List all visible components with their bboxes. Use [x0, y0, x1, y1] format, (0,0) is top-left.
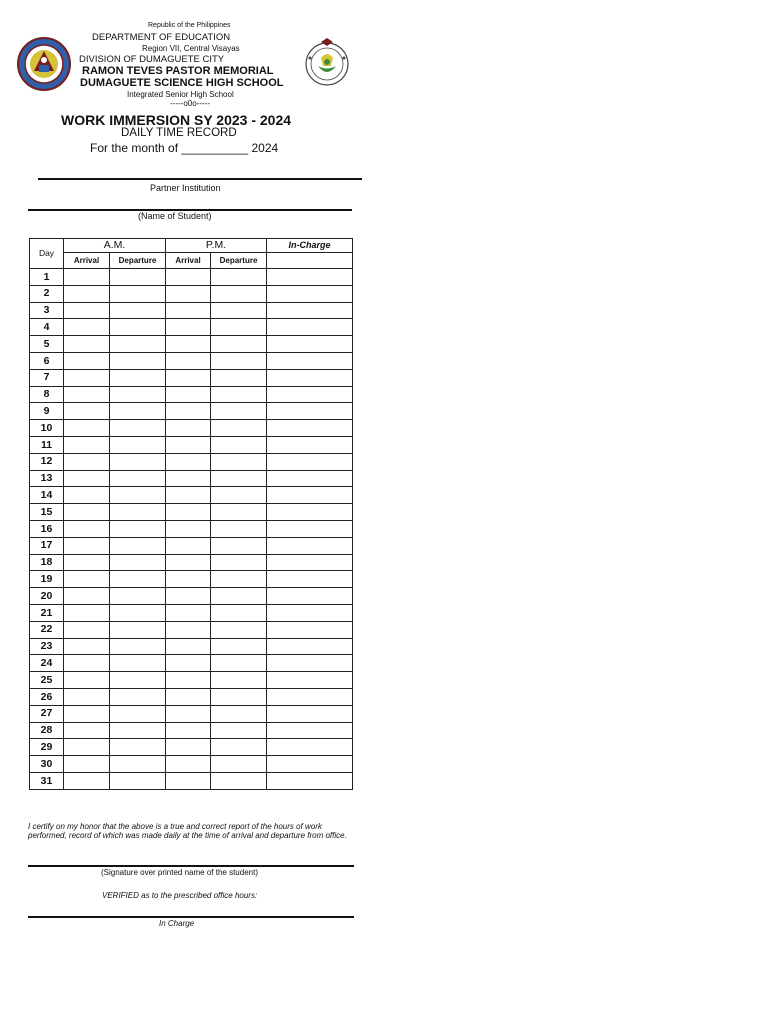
- table-row: [30, 688, 353, 705]
- table-row: [30, 369, 353, 386]
- pm-arrival-cell[interactable]: [166, 655, 211, 672]
- table-row: [30, 705, 353, 722]
- partner-institution-label: Partner Institution: [150, 183, 221, 193]
- am-departure-cell[interactable]: [110, 739, 166, 756]
- pm-arrival-cell[interactable]: [166, 520, 211, 537]
- pm-departure-cell[interactable]: [211, 739, 267, 756]
- student-signature-label: (Signature over printed name of the student): [101, 868, 258, 877]
- am-departure-cell[interactable]: [110, 285, 166, 302]
- republic-text: Republic of the Philippines: [148, 22, 231, 29]
- student-signature-line[interactable]: [28, 865, 354, 867]
- incharge-cell[interactable]: [267, 688, 353, 705]
- month-prefix: For the month of: [90, 141, 179, 155]
- pm-departure-cell[interactable]: [211, 487, 267, 504]
- am-departure-cell[interactable]: [110, 470, 166, 487]
- day-header: Day: [30, 239, 64, 269]
- am-arrival-cell[interactable]: [64, 319, 110, 336]
- pm-arrival-cell[interactable]: [166, 403, 211, 420]
- am-arrival-cell[interactable]: [64, 772, 110, 789]
- pm-departure-cell[interactable]: [211, 403, 267, 420]
- pm-departure-cell[interactable]: [211, 688, 267, 705]
- day-number: 3: [30, 302, 64, 319]
- month-blank[interactable]: __________: [181, 141, 249, 155]
- day-number: 7: [30, 369, 64, 386]
- day-number: 22: [30, 621, 64, 638]
- pm-arrival-cell[interactable]: [166, 756, 211, 773]
- am-arrival-cell[interactable]: [64, 520, 110, 537]
- am-departure-cell[interactable]: [110, 571, 166, 588]
- incharge-cell[interactable]: [267, 403, 353, 420]
- table-row: [30, 554, 353, 571]
- am-departure-cell[interactable]: [110, 537, 166, 554]
- am-arrival-cell[interactable]: [64, 470, 110, 487]
- day-number: 19: [30, 571, 64, 588]
- table-row: [30, 319, 353, 336]
- pm-arrival-cell[interactable]: [166, 386, 211, 403]
- day-number: 30: [30, 756, 64, 773]
- incharge-cell[interactable]: [267, 453, 353, 470]
- table-row: [30, 722, 353, 739]
- pm-departure-cell[interactable]: [211, 588, 267, 605]
- am-arrival-cell[interactable]: [64, 655, 110, 672]
- incharge-cell[interactable]: [267, 386, 353, 403]
- am-departure-cell[interactable]: [110, 386, 166, 403]
- incharge-cell[interactable]: [267, 638, 353, 655]
- incharge-cell[interactable]: [267, 269, 353, 286]
- am-arrival-cell[interactable]: [64, 588, 110, 605]
- in-charge-label: In Charge: [159, 919, 195, 928]
- am-arrival-cell[interactable]: [64, 420, 110, 437]
- incharge-cell[interactable]: [267, 520, 353, 537]
- division-text: DIVISION OF DUMAGUETE CITY: [79, 54, 225, 65]
- pm-departure-cell[interactable]: [211, 285, 267, 302]
- am-arrival-cell[interactable]: [64, 621, 110, 638]
- table-row: [30, 672, 353, 689]
- pm-arrival-cell[interactable]: [166, 672, 211, 689]
- am-arrival-cell[interactable]: [64, 487, 110, 504]
- deped-division-seal: [17, 37, 71, 91]
- day-number: 28: [30, 722, 64, 739]
- am-departure-cell[interactable]: [110, 655, 166, 672]
- pm-arrival-cell[interactable]: [166, 621, 211, 638]
- partner-institution-line[interactable]: [38, 178, 362, 180]
- pm-arrival-cell[interactable]: [166, 420, 211, 437]
- am-arrival-cell[interactable]: [64, 269, 110, 286]
- am-arrival-cell[interactable]: [64, 453, 110, 470]
- table-row: [30, 403, 353, 420]
- pm-arrival-cell[interactable]: [166, 453, 211, 470]
- day-number: 31: [30, 772, 64, 789]
- am-departure-cell[interactable]: [110, 403, 166, 420]
- am-arrival-cell[interactable]: [64, 436, 110, 453]
- pm-header: P.M.: [166, 239, 267, 253]
- incharge-cell[interactable]: [267, 705, 353, 722]
- day-number: 12: [30, 453, 64, 470]
- am-departure-cell[interactable]: [110, 269, 166, 286]
- incharge-cell[interactable]: [267, 621, 353, 638]
- am-departure-cell[interactable]: [110, 352, 166, 369]
- pm-departure-cell[interactable]: [211, 352, 267, 369]
- table-row: [30, 537, 353, 554]
- table-row: [30, 621, 353, 638]
- am-departure-cell[interactable]: [110, 369, 166, 386]
- am-arrival-cell[interactable]: [64, 571, 110, 588]
- pm-departure-cell[interactable]: [211, 319, 267, 336]
- incharge-cell[interactable]: [267, 537, 353, 554]
- incharge-cell[interactable]: [267, 772, 353, 789]
- pm-arrival-cell[interactable]: [166, 554, 211, 571]
- incharge-cell[interactable]: [267, 352, 353, 369]
- pm-departure-cell[interactable]: [211, 470, 267, 487]
- pm-arrival-cell[interactable]: [166, 319, 211, 336]
- pm-departure-cell[interactable]: [211, 604, 267, 621]
- am-departure-cell[interactable]: [110, 722, 166, 739]
- am-departure-cell[interactable]: [110, 604, 166, 621]
- table-row: [30, 386, 353, 403]
- day-number: 5: [30, 336, 64, 353]
- day-number: 26: [30, 688, 64, 705]
- am-departure-cell[interactable]: [110, 504, 166, 521]
- pm-departure-cell[interactable]: [211, 420, 267, 437]
- am-arrival-cell[interactable]: [64, 352, 110, 369]
- incharge-cell[interactable]: [267, 604, 353, 621]
- am-departure-cell[interactable]: [110, 336, 166, 353]
- day-number: 11: [30, 436, 64, 453]
- am-arrival-cell[interactable]: [64, 369, 110, 386]
- table-row: [30, 520, 353, 537]
- pm-arrival-cell[interactable]: [166, 688, 211, 705]
- table-row: [30, 504, 353, 521]
- incharge-cell[interactable]: [267, 487, 353, 504]
- pm-arrival-cell[interactable]: [166, 571, 211, 588]
- table-row: [30, 436, 353, 453]
- incharge-cell[interactable]: [267, 470, 353, 487]
- pm-arrival-header: Arrival: [166, 253, 211, 269]
- am-departure-cell[interactable]: [110, 554, 166, 571]
- pm-arrival-cell[interactable]: [166, 487, 211, 504]
- am-arrival-cell[interactable]: [64, 722, 110, 739]
- school-type-text: Integrated Senior High School: [127, 90, 234, 99]
- am-arrival-cell[interactable]: [64, 504, 110, 521]
- am-departure-cell[interactable]: [110, 756, 166, 773]
- am-departure-cell[interactable]: [110, 705, 166, 722]
- am-departure-cell[interactable]: [110, 638, 166, 655]
- table-row: [30, 772, 353, 789]
- pm-departure-cell[interactable]: [211, 504, 267, 521]
- pm-arrival-cell[interactable]: [166, 722, 211, 739]
- pm-arrival-cell[interactable]: [166, 772, 211, 789]
- am-arrival-cell[interactable]: [64, 604, 110, 621]
- pm-arrival-cell[interactable]: [166, 470, 211, 487]
- pm-departure-cell[interactable]: [211, 386, 267, 403]
- day-number: 8: [30, 386, 64, 403]
- pm-arrival-cell[interactable]: [166, 285, 211, 302]
- am-arrival-cell[interactable]: [64, 756, 110, 773]
- am-arrival-cell[interactable]: [64, 336, 110, 353]
- student-name-label: (Name of Student): [138, 211, 212, 221]
- table-row: [30, 588, 353, 605]
- incharge-cell[interactable]: [267, 756, 353, 773]
- am-departure-cell[interactable]: [110, 520, 166, 537]
- incharge-cell[interactable]: [267, 285, 353, 302]
- region-text: Region VII, Central Visayas: [142, 44, 240, 53]
- pm-departure-cell[interactable]: [211, 772, 267, 789]
- am-departure-cell[interactable]: [110, 772, 166, 789]
- pm-arrival-cell[interactable]: [166, 504, 211, 521]
- am-departure-cell[interactable]: [110, 688, 166, 705]
- school-seal: [304, 38, 350, 88]
- school-name-line2: DUMAGUETE SCIENCE HIGH SCHOOL: [80, 77, 284, 89]
- pm-arrival-cell[interactable]: [166, 588, 211, 605]
- day-number: 25: [30, 672, 64, 689]
- day-number: 9: [30, 403, 64, 420]
- am-departure-cell[interactable]: [110, 420, 166, 437]
- incharge-cell[interactable]: [267, 319, 353, 336]
- incharge-cell[interactable]: [267, 420, 353, 437]
- table-row: [30, 470, 353, 487]
- am-arrival-cell[interactable]: [64, 537, 110, 554]
- pm-departure-cell[interactable]: [211, 302, 267, 319]
- am-arrival-cell[interactable]: [64, 638, 110, 655]
- day-number: 24: [30, 655, 64, 672]
- pm-departure-cell[interactable]: [211, 336, 267, 353]
- pm-departure-cell[interactable]: [211, 554, 267, 571]
- am-departure-cell[interactable]: [110, 453, 166, 470]
- pm-departure-cell[interactable]: [211, 722, 267, 739]
- am-arrival-cell[interactable]: [64, 672, 110, 689]
- incharge-cell[interactable]: [267, 655, 353, 672]
- am-departure-cell[interactable]: [110, 487, 166, 504]
- incharge-cell[interactable]: [267, 504, 353, 521]
- pm-departure-cell[interactable]: [211, 638, 267, 655]
- pm-arrival-cell[interactable]: [166, 604, 211, 621]
- pm-departure-cell[interactable]: [211, 520, 267, 537]
- table-row: [30, 756, 353, 773]
- pm-departure-cell[interactable]: [211, 436, 267, 453]
- pm-departure-cell[interactable]: [211, 369, 267, 386]
- pm-departure-cell[interactable]: [211, 705, 267, 722]
- pm-departure-cell[interactable]: [211, 672, 267, 689]
- incharge-header: In-Charge: [267, 239, 353, 253]
- am-arrival-cell[interactable]: [64, 554, 110, 571]
- incharge-cell[interactable]: [267, 722, 353, 739]
- table-row: [30, 604, 353, 621]
- page-subtitle: DAILY TIME RECORD: [121, 127, 237, 139]
- day-number: 14: [30, 487, 64, 504]
- day-number: 6: [30, 352, 64, 369]
- table-row: [30, 420, 353, 437]
- day-number: 15: [30, 504, 64, 521]
- am-departure-cell[interactable]: [110, 302, 166, 319]
- pm-arrival-cell[interactable]: [166, 352, 211, 369]
- am-arrival-cell[interactable]: [64, 403, 110, 420]
- daily-time-record-table: [29, 238, 353, 790]
- day-number: 20: [30, 588, 64, 605]
- pm-departure-cell[interactable]: [211, 621, 267, 638]
- incharge-cell[interactable]: [267, 369, 353, 386]
- table-row: [30, 336, 353, 353]
- incharge-cell[interactable]: [267, 588, 353, 605]
- day-number: 1: [30, 269, 64, 286]
- pm-arrival-cell[interactable]: [166, 336, 211, 353]
- am-departure-cell[interactable]: [110, 436, 166, 453]
- table-row: [30, 638, 353, 655]
- incharge-cell[interactable]: [267, 554, 353, 571]
- pm-departure-cell[interactable]: [211, 453, 267, 470]
- table-row: [30, 739, 353, 756]
- incharge-cell[interactable]: [267, 571, 353, 588]
- am-departure-cell[interactable]: [110, 672, 166, 689]
- table-row: [30, 302, 353, 319]
- am-departure-header: Departure: [110, 253, 166, 269]
- pm-arrival-cell[interactable]: [166, 369, 211, 386]
- table-row: [30, 352, 353, 369]
- pm-arrival-cell[interactable]: [166, 705, 211, 722]
- table-row: [30, 655, 353, 672]
- in-charge-signature-line[interactable]: [28, 916, 354, 918]
- table-row: [30, 571, 353, 588]
- table-row: [30, 285, 353, 302]
- day-number: 13: [30, 470, 64, 487]
- am-departure-cell[interactable]: [110, 319, 166, 336]
- incharge-cell[interactable]: [267, 739, 353, 756]
- pm-arrival-cell[interactable]: [166, 436, 211, 453]
- am-arrival-cell[interactable]: [64, 386, 110, 403]
- incharge-cell[interactable]: [267, 302, 353, 319]
- certification-text: I certify on my honor that the above is a true and correct report of the hours of work performed, record of which was made daily at the time of arrival and departure from office.: [28, 822, 347, 840]
- am-header: A.M.: [64, 239, 166, 253]
- school-name-line1: RAMON TEVES PASTOR MEMORIAL: [82, 65, 274, 77]
- pm-departure-cell[interactable]: [211, 756, 267, 773]
- incharge-subheader: [267, 253, 353, 269]
- table-row: [30, 453, 353, 470]
- day-number: 23: [30, 638, 64, 655]
- day-number: 29: [30, 739, 64, 756]
- day-number: 10: [30, 420, 64, 437]
- month-line: [90, 141, 278, 155]
- page-title: WORK IMMERSION SY 2023 - 2024: [61, 112, 292, 128]
- pm-arrival-cell[interactable]: [166, 638, 211, 655]
- day-number: 2: [30, 285, 64, 302]
- day-number: 16: [30, 520, 64, 537]
- am-departure-cell[interactable]: [110, 621, 166, 638]
- incharge-cell[interactable]: [267, 672, 353, 689]
- pm-departure-cell[interactable]: [211, 537, 267, 554]
- pm-arrival-cell[interactable]: [166, 537, 211, 554]
- am-arrival-cell[interactable]: [64, 739, 110, 756]
- day-number: 4: [30, 319, 64, 336]
- pm-arrival-cell[interactable]: [166, 302, 211, 319]
- pm-departure-header: Departure: [211, 253, 267, 269]
- day-number: 21: [30, 604, 64, 621]
- verified-text: VERIFIED as to the prescribed office hours:: [102, 891, 258, 900]
- am-arrival-cell[interactable]: [64, 302, 110, 319]
- pm-departure-cell[interactable]: [211, 571, 267, 588]
- am-arrival-cell[interactable]: [64, 688, 110, 705]
- table-row: [30, 269, 353, 286]
- month-year: 2024: [251, 141, 279, 155]
- day-number: 18: [30, 554, 64, 571]
- am-arrival-cell[interactable]: [64, 705, 110, 722]
- pm-arrival-cell[interactable]: [166, 269, 211, 286]
- day-number: 17: [30, 537, 64, 554]
- am-arrival-header: Arrival: [64, 253, 110, 269]
- pm-departure-cell[interactable]: [211, 269, 267, 286]
- day-number: 27: [30, 705, 64, 722]
- table-row: [30, 487, 353, 504]
- pm-departure-cell[interactable]: [211, 655, 267, 672]
- am-arrival-cell[interactable]: [64, 285, 110, 302]
- header-divider: -----o0o-----: [170, 99, 210, 108]
- am-departure-cell[interactable]: [110, 588, 166, 605]
- incharge-cell[interactable]: [267, 436, 353, 453]
- pm-arrival-cell[interactable]: [166, 739, 211, 756]
- incharge-cell[interactable]: [267, 336, 353, 353]
- department-text: DEPARTMENT OF EDUCATION: [92, 32, 231, 43]
